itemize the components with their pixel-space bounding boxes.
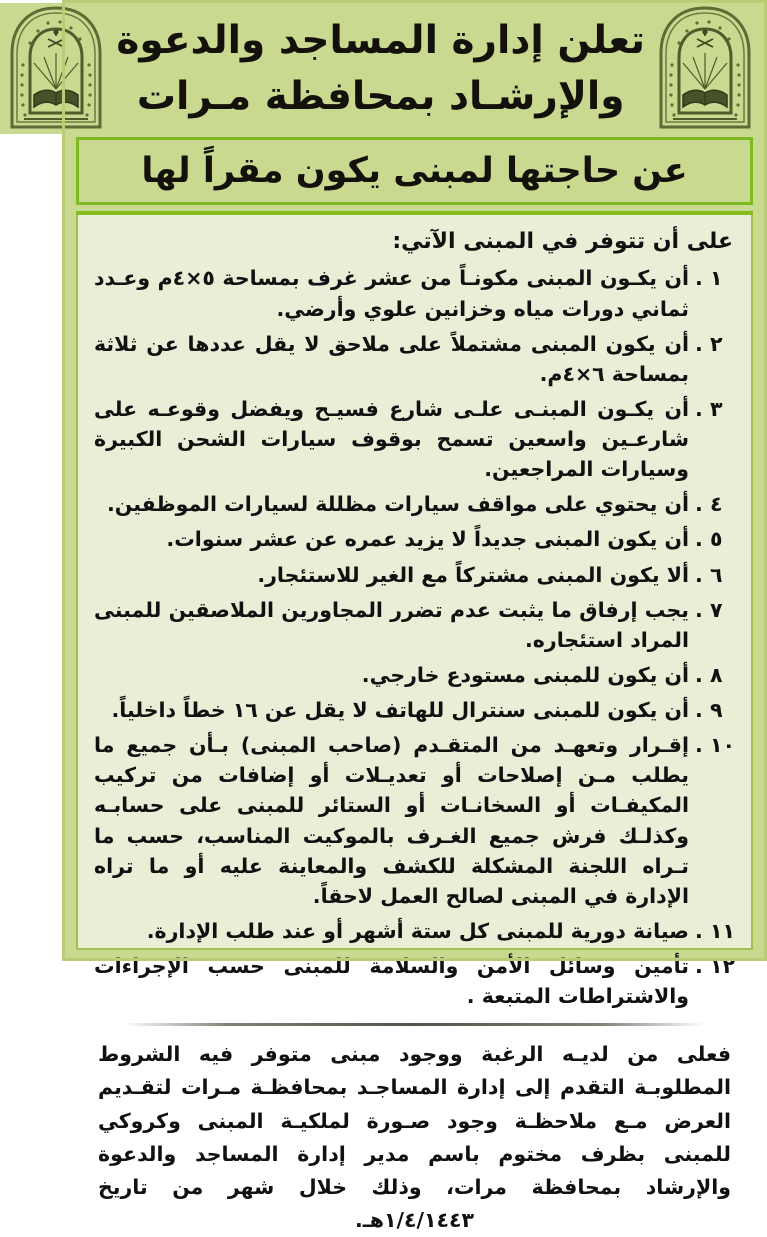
list-item-number: ٩ . — [695, 698, 723, 723]
list-item-number: ٨ . — [695, 662, 723, 687]
list-item — [94, 595, 735, 655]
list-item-number: ١١ . — [695, 918, 735, 943]
list-item-text: ألا يكون المبنى مشتركاً مع الغير للاستئجار. — [257, 562, 689, 587]
list-item-number: ١٢ . — [695, 954, 735, 979]
list-item-number: ٢ . — [695, 331, 723, 356]
list-item — [94, 263, 735, 323]
list-item — [94, 730, 735, 911]
list-item-text: أن يكـون المبنى مكونـاً من عشر غرف بمساحة ٥×٤م وعـدد ثماني دورات مياه وخزانين علوي وأرضي. — [94, 266, 689, 321]
title-line-1: تعلن إدارة المساجد والدعوة — [116, 18, 645, 64]
announcement-poster — [62, 0, 767, 1233]
poster-body — [76, 215, 753, 1233]
list-item — [94, 951, 735, 1011]
list-item-text: أن يكون المبنى مشتملاً على ملاحق لا يقل عددها عن ثلاثة بمساحة ٦×٤م. — [94, 331, 689, 386]
list-item — [94, 489, 735, 519]
list-item-number: ١٠ . — [695, 733, 735, 758]
list-item-text: إقـرار وتعهـد من المتقـدم (صاحب المبنى) بـأن جميع ما يطلب مـن إصلاحات أو تعديـلات أو إضافات من تركيب المكيفـات أو السخانـات أو الستائر للمبنى على حسابـه وكذلـك فرش جميع الغـرف بالموكيت المناسب، حسب ما تـراه اللجنة المشكلة للكشف والمعاينة عليه أو ما تراه الإدارة في المبنى لصالح العمل لاحقاً. — [94, 733, 689, 908]
poster-title — [112, 13, 649, 124]
list-item-text: أن يحتوي على مواقف سيارات مظللة لسيارات الموظفين. — [106, 492, 689, 517]
conditions-list — [94, 263, 735, 1011]
list-item — [94, 394, 735, 484]
ministry-of-islamic-affairs-emblem-icon — [649, 3, 761, 134]
list-item-number: ٥ . — [695, 527, 723, 552]
list-item — [94, 329, 735, 389]
subtitle-text: عن حاجتها لمبنى يكون مقراً لها — [141, 150, 688, 191]
list-item-number: ٦ . — [695, 562, 723, 587]
list-item-number: ١ . — [695, 266, 723, 291]
list-item-text: تأمين وسائل الأمن والسلامة للمبنى حسب الإجراءات والاشتراطات المتبعة . — [94, 954, 689, 1009]
list-item-text: أن يكون للمبنى سنترال للهاتف لا يقل عن ١٦ خطاً داخلياً. — [111, 698, 689, 723]
ministry-of-islamic-affairs-emblem-icon-left — [0, 3, 112, 134]
list-item — [94, 916, 735, 946]
list-item-text: صيانة دورية للمبنى كل ستة أشهر أو عند طلب الإدارة. — [146, 918, 689, 943]
list-item-text: أن يكـون المبنـى علـى شارع فسيـح ويفضل وقوعـه على شارعـين واسعين تسمح بوقوف سيارات الشحن الكبيرة وسيارات المراجعين. — [94, 396, 689, 482]
list-item — [94, 660, 735, 690]
list-item-number: ٧ . — [695, 597, 723, 622]
list-item — [94, 695, 735, 725]
list-item-number: ٤ . — [695, 492, 723, 517]
section-divider — [124, 1023, 705, 1026]
list-item-text: أن يكون للمبنى مستودع خارجي. — [361, 662, 689, 687]
list-item-text: أن يكون المبنى جديداً لا يزيد عمره عن عشر سنوات. — [166, 527, 689, 552]
list-item — [94, 524, 735, 554]
list-item — [94, 560, 735, 590]
poster-header — [62, 0, 767, 137]
list-item-text: يجب إرفاق ما يثبت عدم تضرر المجاورين الملاصقين للمبنى المراد استئجاره. — [94, 597, 689, 652]
subtitle-box — [76, 137, 753, 205]
closing-paragraph: فعلى من لديـه الرغبة ووجود مبنى متوفر فيه الشروط المطلوبـة التقدم إلى إدارة المساجـد بمحافظـة مـرات لتقـديم العرض مـع ملاحظـة وجود صـورة لملكيـة المبنى وكروكي للمبنى بظرف مختوم باسم مدير إدارة المساجد والدعوة والإرشاد بمحافظة مرات، وذلك خلال شهر من تاريخ ١/٤/١٤٤٣هـ. — [98, 1042, 731, 1233]
conditions-heading: على أن تتوفر في المبنى الآتي: — [392, 229, 733, 254]
list-item-number: ٣ . — [695, 396, 723, 421]
title-line-2: والإرشـاد بمحافظة مـرات — [136, 73, 625, 119]
